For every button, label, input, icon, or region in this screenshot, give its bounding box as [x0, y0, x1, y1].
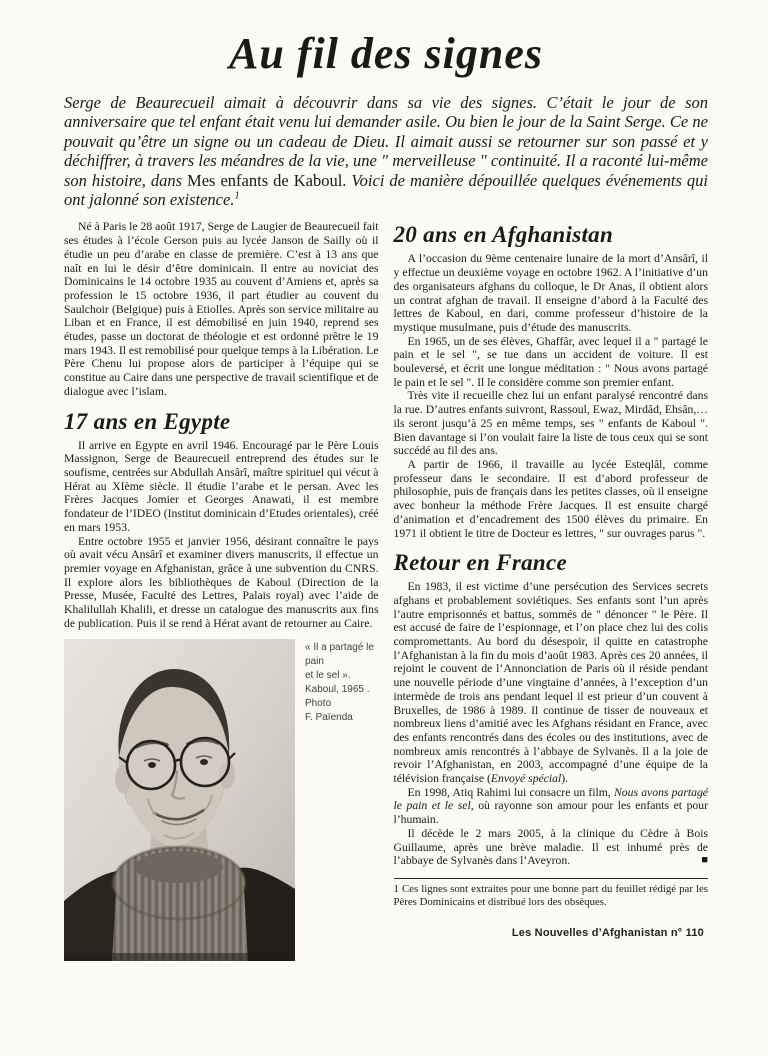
caption-line: Kaboul, 1965 .: [305, 684, 370, 696]
caption-line: et le sel ».: [305, 670, 351, 682]
body-paragraph: [394, 827, 709, 868]
photo-caption: [305, 639, 379, 961]
text-segment: Il arrive en Egypte en avril 1946. Encouragé par le Père Louis Massignon, Serge de Beaurecueil entreprend des études sur le soufisme, centrées sur Abdullah Ansârî, maître spirituel qui vécut à Hérat au XIème siècle. Il étudie l’arabe et le persan. Avec les Frères Jacques Jomier et Georges Anawati, il est membre fondateur de l’IDEO (Institut dominicain d’Etudes orientales), créé en mars 1953.: [64, 438, 379, 534]
portrait-photo: [64, 639, 295, 961]
end-of-article-marker: ■: [701, 854, 708, 867]
text-segment: Très vite il recueille chez lui un enfant paralysé rencontré dans la rue. D’autres enfants suivront, Rassoul, Ewaz, Mirdâd, Ehsân,… ils seront jusqu’à 25 en même temps, ses " enfants de Kaboul ". Bien davantage si l’on voulait faire la liste de tous ceux qui se sont succédé au fil des ans.: [393, 389, 708, 458]
footnote-divider: [394, 878, 709, 879]
section-heading: 20 ans en Afghanistan: [393, 222, 614, 248]
body-paragraph: [64, 535, 379, 631]
body-paragraph: [394, 580, 709, 786]
text-segment: Nous avons partagé le pain et le sel: [393, 785, 708, 813]
two-column-layout: [64, 220, 708, 961]
text-segment: , où rayonne son amour pour les enfants et pour l’humain.: [393, 799, 708, 827]
section-heading: Retour en France: [393, 550, 567, 576]
caption-line: F. Païenda: [305, 712, 353, 724]
text-segment: A partir de 1966, il travaille au lycée Esteqlâl, comme professeur dans le secondaire. Il est d’abord professeur de philosophie, puis de français dans les petites classes, où il enseigne avec bonheur la méthode Frère Jacques. Il est ensuite chargé d’animation et d’encadrement des 1500 élèves du primaire. En 1971 il obtient le titre de Docteur es lettres, " sur ouvrages parus ".: [393, 457, 708, 540]
body-paragraph: [394, 458, 709, 540]
section-heading: 17 ans en Egypte: [64, 408, 231, 434]
caption-line: Photo: [305, 698, 332, 710]
article-title: Au fil des signes: [228, 29, 544, 78]
body-paragraph: [64, 439, 379, 535]
text-segment: A l’occasion du 9ème centenaire lunaire de la mort d’Ansârî, il y effectue un deuxième voyage en octobre 1962. A l’initiative d’un des organisateurs afghans du colloque, le Dr Anas, il obtient alors un contrat afghan de travail. Il enseigne d’abord à la Faculté des lettres de Kaboul, en dari, comme professeur d’histoire de la mystique musulmane, puis d’étude des manuscrits.: [393, 252, 708, 334]
text-segment: Voici de manière dépouillée quelques événements qui ont jalonné son existence.: [64, 170, 708, 210]
intro-paragraph: [64, 93, 708, 209]
photo-row: [64, 639, 379, 961]
body-paragraph: [394, 786, 709, 827]
text-segment: Né à Paris le 28 août 1917, Serge de Laugier de Beaurecueil fait ses études à l’école Gerson puis au lycée Janson de Sailly où il étudie un peu d’arabe en classe de première. C’est à 13 ans que naît en lui le désir d’être dominicain. Il entre au noviciat des Dominicains le 14 octobre 1935 au couvent d’Amiens et, après sa profession le 15 octobre 1936, il part étudier au couvent du Saulchoir (Belgique) puis à Etiolles. Après son service militaire au Liban et en France, il est démobilisé en juin 1940, reprend ses études, passe un doctorat de théologie et est ordonné prêtre le 19 mars 1943. Il est remobilisé pour quelque temps à la Libération. Le Père Chenu lui propose alors de participer à l’équipe qui se constitue au Caire dans une perspective de travail scientifique et de dialogue avec l’islam.: [64, 220, 379, 398]
text-segment: En 1983, il est victime d’une persécution des Services secrets afghans et probablement soviétiques. Ses enfants sont l’un après l’autre emprisonnés et battus, sommés de " dénoncer " le Père. Il est accusé de faire de l’espionnage, et l’on place chez lui des colis compromettants. Au bord du désespoir, il quitte en catastrophe l’Afghanistan à la fin du mois d’août 1983. Après ces 20 années, il rejoint le couvent de l’Annonciation de Paris où il réside pendant une nouvelle période d’une vingtaine d’années, à l’exception d’un intermède de trois ans pendant lequel il est prieur d’un couvent à Bruxelles, de 1986 à 1989. Il continue de tisser de nouveaux et nombreux liens d’amitié avec les Afghans résidant en France, avec des enfants rencontrés dans des écoles ou des institutions, avec de nombreux amis rencontrés à l’abbaye de Sylvanès. Il a la joie de revoir l’Afghanistan, en 2003, accompagné d’une équipe de la télévision française (: [393, 580, 708, 786]
footnote-text: 1 Ces lignes sont extraites pour une bonne part du feuillet rédigé par les Pères Dominicains et distribué lors des obsèques.: [393, 882, 708, 908]
text-segment: ).: [561, 772, 569, 786]
body-paragraph: [394, 335, 709, 390]
text-segment: En 1998, Atiq Rahimi lui consacre un film,: [407, 785, 614, 799]
portrait-photo-illustration: [64, 639, 295, 961]
magazine-footer: Les Nouvelles d’Afghanistan n° 110: [511, 926, 704, 939]
body-paragraph: [64, 220, 379, 398]
text-segment: Mes enfants de Kaboul.: [187, 170, 347, 190]
text-segment: En 1965, un de ses élèves, Ghaffâr, avec lequel il a " partagé le pain et le sel ", se tue dans un accident de voiture. Il est bouleversé, et écrit une longue méditation : " Nous avons partagé le pain et le sel ". Il le considère comme son premier enfant.: [393, 334, 708, 389]
text-segment: Envoyé spécial: [490, 772, 562, 786]
text-segment: 1: [234, 190, 240, 202]
right-column-blocks: [394, 222, 709, 868]
body-paragraph: [394, 252, 709, 334]
text-segment: Serge de Beaurecueil aimait à découvrir dans sa vie des signes. C’était le jour de son anniversaire que tel enfant était venu lui demander asile. Ou bien le jour de la Saint Serge. Ce ne pouvait qu’être un signe ou un cadeau de Dieu. Il aimait aussi se retourner sur son passé et y déchiffrer, à travers les méandres de la vie, une " merveilleuse " continuité. Il a raconté lui-même son histoire, dans: [64, 93, 708, 190]
right-column: [394, 220, 709, 961]
text-segment: Il décède le 2 mars 2005, à la clinique du Cèdre à Bois Guillaume, après une brève maladie. Il est inhumé près de l’abbaye de Sylvanès dans l’Aveyron.: [393, 826, 708, 868]
left-column-blocks: [64, 220, 379, 630]
body-paragraph: [394, 389, 709, 458]
caption-line: « Il a partagé le pain: [305, 642, 374, 668]
left-column: [64, 220, 379, 961]
text-segment: Entre octobre 1955 et janvier 1956, désirant connaître le pays où avait vécu Ansârî et examiner divers manuscrits, il effectue un premier voyage en Afghanistan, grâce à une subvention du CNRS. Il explore alors les bibliothèques de Kaboul (Direction de la Presse, Musée, Faculté des Lettres, Palais royal) avec l’aide de Khalilullah Khalili, et dresse un catalogue des manuscrits aux fins de publication. Puis il se rend à Hérat avant de retourner au Caire.: [64, 534, 379, 630]
